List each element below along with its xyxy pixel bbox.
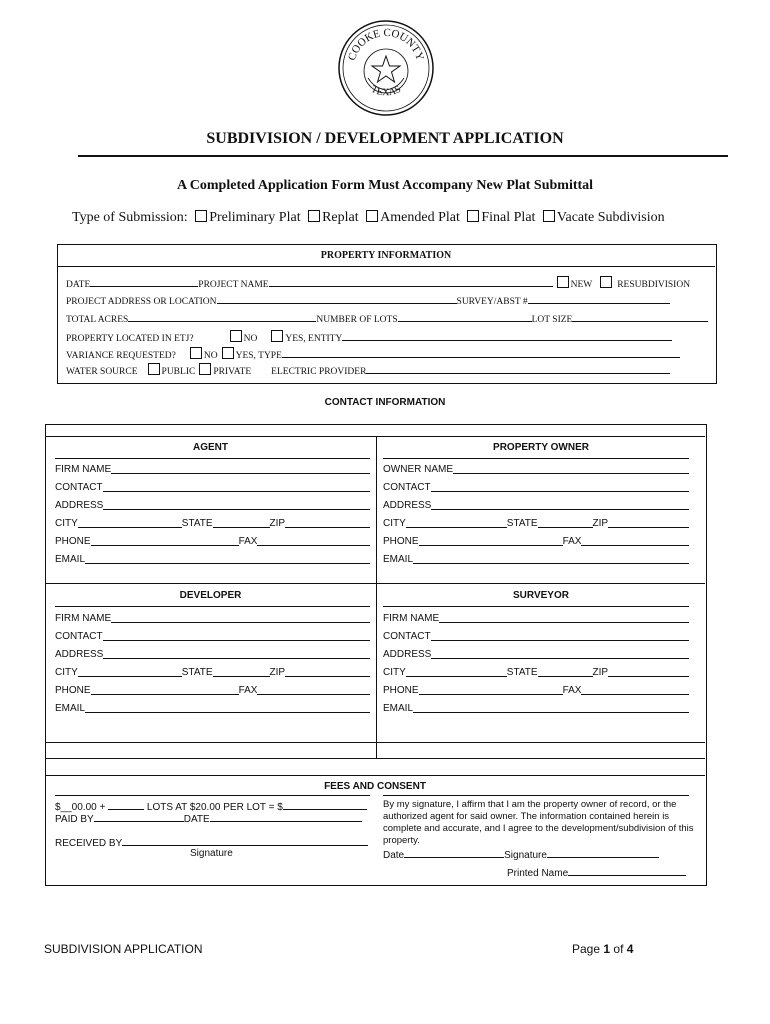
agent-phone-label: PHONE — [55, 536, 91, 547]
label-paid-by: PAID BY — [55, 814, 94, 825]
fees-header: FEES AND CONSENT — [324, 781, 426, 792]
agent-phone-field[interactable] — [91, 536, 239, 546]
owner-state-label: STATE — [506, 518, 538, 529]
label-private: PRIVATE — [213, 367, 252, 377]
divider — [45, 758, 705, 759]
label-printed-name: Printed Name — [507, 868, 569, 879]
footer-title: SUBDIVISION APPLICATION — [44, 942, 203, 956]
page-total: 4 — [626, 942, 634, 956]
agent-header: AGENT — [193, 442, 228, 453]
fee-total-field[interactable] — [283, 800, 367, 810]
divider — [45, 436, 705, 437]
property-info-header: PROPERTY INFORMATION — [320, 250, 452, 261]
surveyor-zip-label: ZIP — [592, 667, 609, 678]
agent-city-label: CITY — [55, 518, 78, 529]
owner-address-line — [383, 500, 689, 511]
surveyor-phone-field[interactable] — [419, 685, 563, 695]
owner-contact-field[interactable] — [431, 482, 689, 492]
entity-field[interactable] — [342, 331, 672, 341]
lot-size-field[interactable] — [572, 312, 708, 322]
label-water-source: WATER SOURCE — [66, 367, 138, 377]
label-etj: PROPERTY LOCATED IN ETJ? — [66, 334, 194, 344]
option-label: Amended Plat — [380, 210, 460, 225]
surveyor-header: SURVEYOR — [513, 590, 569, 601]
owner-address-label: ADDRESS — [383, 500, 432, 511]
option-label: Vacate Subdivision — [556, 210, 665, 225]
label-number-of-lots: NUMBER OF LOTS — [316, 315, 398, 325]
paid-by-field[interactable] — [94, 812, 184, 822]
checkbox-public[interactable] — [148, 363, 160, 375]
developer-header: DEVELOPER — [179, 590, 242, 601]
surveyor-contact-label: CONTACT — [383, 631, 431, 642]
surveyor-state-label: STATE — [506, 667, 538, 678]
option-label: Replat — [322, 210, 359, 225]
developer-state-label: STATE — [181, 667, 213, 678]
property-row-5 — [66, 347, 680, 361]
checkbox-vacate-subdivision[interactable] — [543, 210, 555, 222]
agent-fax-label: FAX — [238, 536, 258, 547]
page-of: of — [613, 942, 624, 956]
number-of-lots-field[interactable] — [398, 312, 532, 322]
checkbox-final-plat[interactable] — [467, 210, 479, 222]
surveyor-zip-field[interactable] — [608, 667, 689, 677]
divider — [383, 458, 689, 459]
agent-zip-field[interactable] — [285, 518, 370, 528]
surveyor-email-field[interactable] — [413, 703, 689, 713]
agent-address-field[interactable] — [103, 500, 370, 510]
surveyor-city-label: CITY — [383, 667, 406, 678]
developer-name-label: FIRM NAME — [55, 613, 112, 624]
surveyor-email-line — [383, 703, 689, 714]
fee-mid: LOTS AT $20.00 PER LOT = $ — [146, 802, 283, 813]
agent-email-line — [55, 554, 370, 565]
owner-header: PROPERTY OWNER — [493, 442, 589, 453]
divider — [383, 795, 689, 796]
signature-caption: Signature — [190, 848, 233, 859]
agent-name-field[interactable] — [111, 464, 370, 474]
label-date: DATE — [66, 280, 91, 290]
survey-field[interactable] — [528, 294, 670, 304]
label-lot-size: LOT SIZE — [531, 315, 573, 325]
surveyor-phone-label: PHONE — [383, 685, 419, 696]
checkbox-new[interactable] — [557, 276, 569, 288]
agent-contact-label: CONTACT — [55, 482, 103, 493]
developer-contact-line — [55, 631, 370, 642]
developer-address-line — [55, 649, 370, 660]
owner-address-field[interactable] — [431, 500, 689, 510]
developer-name-field[interactable] — [111, 613, 370, 623]
surveyor-address-line — [383, 649, 689, 660]
owner-zip-label: ZIP — [592, 518, 609, 529]
developer-city-label: CITY — [55, 667, 78, 678]
agent-contact-field[interactable] — [103, 482, 370, 492]
printed-name-field[interactable] — [568, 866, 686, 876]
divider — [45, 775, 705, 776]
surveyor-name-label: FIRM NAME — [383, 613, 440, 624]
property-row-1 — [66, 276, 690, 290]
submission-type-row — [72, 210, 665, 226]
agent-city-line — [55, 518, 370, 529]
svg-text:TEXAS: TEXAS — [369, 83, 403, 99]
total-acres-field[interactable] — [128, 312, 316, 322]
label-consent-date: Date — [383, 850, 405, 861]
variance-type-field[interactable] — [282, 348, 680, 358]
page-number — [572, 942, 633, 956]
label-yes-entity: YES, ENTITY — [285, 334, 343, 344]
property-row-6 — [66, 363, 670, 377]
surveyor-state-field[interactable] — [538, 667, 593, 677]
owner-email-line — [383, 554, 689, 565]
checkbox-variance-no[interactable] — [190, 347, 202, 359]
owner-email-label: EMAIL — [383, 554, 414, 565]
surveyor-fax-field[interactable] — [581, 685, 689, 695]
developer-city-field[interactable] — [78, 667, 182, 677]
paid-by-line — [55, 812, 362, 825]
owner-name-field[interactable] — [453, 464, 689, 474]
owner-phone-field[interactable] — [419, 536, 563, 546]
owner-name-line — [383, 464, 689, 475]
divider — [55, 606, 370, 607]
checkbox-replat[interactable] — [308, 210, 320, 222]
developer-zip-field[interactable] — [285, 667, 370, 677]
label-survey: SURVEY/ABST # — [456, 297, 528, 307]
property-row-3 — [66, 312, 708, 325]
label-no: NO — [203, 351, 218, 361]
surveyor-fax-label: FAX — [562, 685, 582, 696]
agent-zip-label: ZIP — [269, 518, 286, 529]
label-received-by: RECEIVED BY — [55, 838, 123, 849]
divider — [45, 742, 705, 743]
developer-phone-label: PHONE — [55, 685, 91, 696]
developer-contact-label: CONTACT — [55, 631, 103, 642]
checkbox-etj-yes[interactable] — [271, 330, 283, 342]
label-no: NO — [243, 334, 258, 344]
developer-email-field[interactable] — [85, 703, 370, 713]
developer-email-label: EMAIL — [55, 703, 86, 714]
developer-address-label: ADDRESS — [55, 649, 104, 660]
surveyor-phone-line — [383, 685, 689, 696]
owner-name-label: OWNER NAME — [383, 464, 453, 475]
page-current: 1 — [603, 942, 611, 956]
label-public: PUBLIC — [161, 367, 196, 377]
svg-text:COOKE COUNTY: COOKE COUNTY — [346, 26, 426, 63]
owner-fax-field[interactable] — [581, 536, 689, 546]
consent-text: By my signature, I affirm that I am the property owner of record, or the authorized agent for said owner. The information contained herein is complete and accurate, and I agree to the development/subdivision of this property. — [383, 799, 694, 846]
agent-address-line — [55, 500, 370, 511]
agent-name-label: FIRM NAME — [55, 464, 112, 475]
option-label: Preliminary Plat — [209, 210, 301, 225]
owner-phone-line — [383, 536, 689, 547]
label-date: DATE — [183, 814, 210, 825]
developer-fax-field[interactable] — [257, 685, 370, 695]
owner-fax-label: FAX — [562, 536, 582, 547]
agent-state-label: STATE — [181, 518, 213, 529]
label-consent-signature: Signature — [504, 850, 547, 861]
surveyor-city-field[interactable] — [406, 667, 507, 677]
owner-city-line — [383, 518, 689, 529]
project-name-field[interactable] — [269, 277, 553, 287]
label-variance: VARIANCE REQUESTED? — [66, 351, 176, 361]
divider — [57, 266, 715, 267]
owner-phone-label: PHONE — [383, 536, 419, 547]
label-resubdivision: RESUBDIVISION — [617, 280, 691, 290]
consent-date-field[interactable] — [404, 848, 504, 858]
checkbox-variance-yes[interactable] — [222, 347, 234, 359]
checkbox-resubdivision[interactable] — [600, 276, 612, 288]
county-seal — [336, 18, 436, 118]
fee-prefix: $__00.00 + — [55, 802, 106, 813]
surveyor-name-field[interactable] — [439, 613, 689, 623]
consent-date-line — [383, 848, 659, 861]
received-by-field[interactable] — [122, 836, 368, 846]
developer-name-line — [55, 613, 370, 624]
checkbox-etj-no[interactable] — [230, 330, 242, 342]
agent-email-label: EMAIL — [55, 554, 86, 565]
surveyor-address-label: ADDRESS — [383, 649, 432, 660]
agent-address-label: ADDRESS — [55, 500, 104, 511]
checkbox-private[interactable] — [199, 363, 211, 375]
contact-info-header: CONTACT INFORMATION — [324, 397, 446, 408]
agent-contact-line — [55, 482, 370, 493]
label-address: PROJECT ADDRESS OR LOCATION — [66, 297, 217, 307]
agent-fax-field[interactable] — [257, 536, 370, 546]
title-rule — [78, 155, 728, 157]
surveyor-address-field[interactable] — [431, 649, 689, 659]
developer-email-line — [55, 703, 370, 714]
developer-fax-label: FAX — [238, 685, 258, 696]
owner-state-field[interactable] — [538, 518, 593, 528]
owner-contact-label: CONTACT — [383, 482, 431, 493]
agent-email-field[interactable] — [85, 554, 370, 564]
lots-count-field[interactable] — [108, 800, 144, 810]
consent-signature-field[interactable] — [547, 848, 659, 858]
surveyor-name-line — [383, 613, 689, 624]
option-label: Final Plat — [481, 210, 536, 225]
developer-zip-label: ZIP — [269, 667, 286, 678]
agent-state-field[interactable] — [213, 518, 270, 528]
divider — [55, 795, 370, 796]
owner-email-field[interactable] — [413, 554, 689, 564]
agent-name-line — [55, 464, 370, 475]
owner-city-label: CITY — [383, 518, 406, 529]
paid-date-field[interactable] — [210, 812, 362, 822]
page-prefix: Page — [572, 942, 601, 956]
developer-address-field[interactable] — [103, 649, 370, 659]
divider — [383, 606, 689, 607]
developer-phone-field[interactable] — [91, 685, 239, 695]
checkbox-amended-plat[interactable] — [366, 210, 378, 222]
agent-phone-line — [55, 536, 370, 547]
label-total-acres: TOTAL ACRES — [66, 315, 129, 325]
developer-phone-line — [55, 685, 370, 696]
owner-contact-line — [383, 482, 689, 493]
checkbox-preliminary-plat[interactable] — [195, 210, 207, 222]
label-yes-type: YES, TYPE — [235, 351, 282, 361]
address-field[interactable] — [217, 294, 457, 304]
surveyor-city-line — [383, 667, 689, 678]
developer-state-field[interactable] — [213, 667, 270, 677]
property-row-4 — [66, 330, 672, 344]
divider — [55, 458, 370, 459]
owner-city-field[interactable] — [406, 518, 507, 528]
label-new: NEW — [570, 280, 593, 290]
surveyor-contact-line — [383, 631, 689, 642]
printed-name-line — [507, 866, 686, 879]
owner-zip-field[interactable] — [608, 518, 689, 528]
date-field[interactable] — [90, 277, 198, 287]
surveyor-email-label: EMAIL — [383, 703, 414, 714]
developer-contact-field[interactable] — [103, 631, 370, 641]
surveyor-contact-field[interactable] — [431, 631, 689, 641]
developer-city-line — [55, 667, 370, 678]
divider — [45, 583, 705, 584]
submission-label: Type of Submission: — [72, 210, 188, 225]
subtitle: A Completed Application Form Must Accompany New Plat Submittal — [176, 178, 594, 193]
agent-city-field[interactable] — [78, 518, 182, 528]
label-electric-provider: ELECTRIC PROVIDER — [271, 367, 367, 377]
label-project-name: PROJECT NAME — [198, 280, 269, 290]
property-row-2 — [66, 294, 670, 307]
electric-provider-field[interactable] — [366, 364, 670, 374]
page-title: SUBDIVISION / DEVELOPMENT APPLICATION — [206, 130, 564, 147]
